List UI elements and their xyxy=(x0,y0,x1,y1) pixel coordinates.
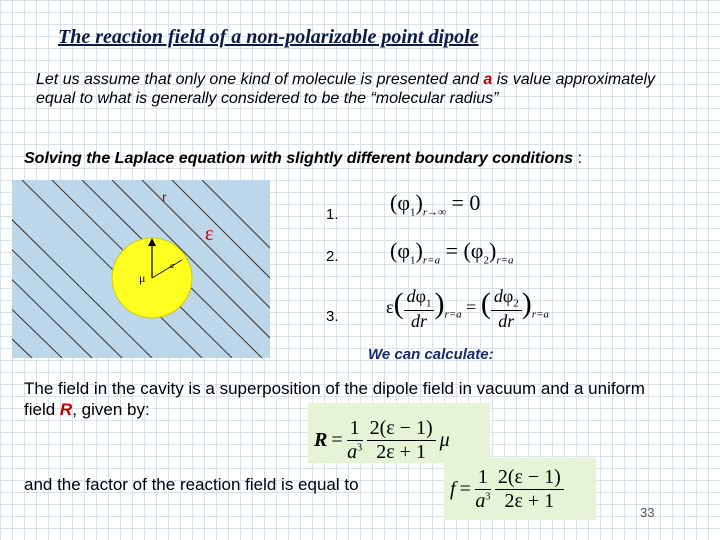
intro-part2: is value approximately equal to what is generally considered to be the “molecular radius” xyxy=(36,71,656,107)
condition-2-equation: $(\varphi_1)_{r=a} = (\varphi_2)_{r=a}$ xyxy=(390,238,514,267)
body-part1: The field in the cavity is a superposition of the dipole field in vacuum and a uniform field xyxy=(24,379,645,419)
R-symbol: R xyxy=(59,400,73,419)
condition-2-number: 2. xyxy=(326,248,339,265)
intro-part1: Let us assume that only one kind of molecule is presented and xyxy=(36,71,484,88)
slide-title: The reaction field of a non-polarizable point dipole xyxy=(58,26,479,48)
formula-R: R = $\frac{1}{a^3}$ $\frac{2(\varepsilon - 1)}{2\varepsilon + 1}$ μ xyxy=(308,403,490,463)
epsilon-label: ε xyxy=(205,223,214,245)
condition-1-number: 1. xyxy=(326,206,339,223)
r-label: r xyxy=(162,189,167,205)
formula-f: f = $\frac{1}{a^3}$ $\frac{2(\varepsilon - 1)}{2\varepsilon + 1}$ xyxy=(444,458,596,520)
solving-tail: : xyxy=(573,150,582,167)
body-part2: , given by: xyxy=(72,400,150,419)
dipole-illustration xyxy=(12,180,270,358)
dipole-figure xyxy=(12,180,270,358)
mu-label: μ xyxy=(139,271,146,285)
a-symbol: a xyxy=(483,71,493,88)
condition-3-equation: ε( $\frac{d\varphi_1}{dr}$ )$_{r=a}$ = ( $\frac{d\varphi_2}{dr}$ )$_{r=a}$ xyxy=(386,286,549,331)
page-number: 33 xyxy=(640,505,655,520)
condition-1-equation: $(\varphi_1)_{r\to\infty} = 0$ xyxy=(390,190,481,219)
factor-text: and the factor of the reaction field is equal to xyxy=(24,475,359,494)
condition-3-number: 3. xyxy=(326,308,339,325)
solving-heading xyxy=(24,150,582,168)
solving-bold: Solving the Laplace equation with slightly different boundary conditions xyxy=(24,150,574,167)
calculate-label: We can calculate: xyxy=(368,346,494,363)
a-label: a xyxy=(170,261,174,270)
intro-text xyxy=(36,70,656,108)
